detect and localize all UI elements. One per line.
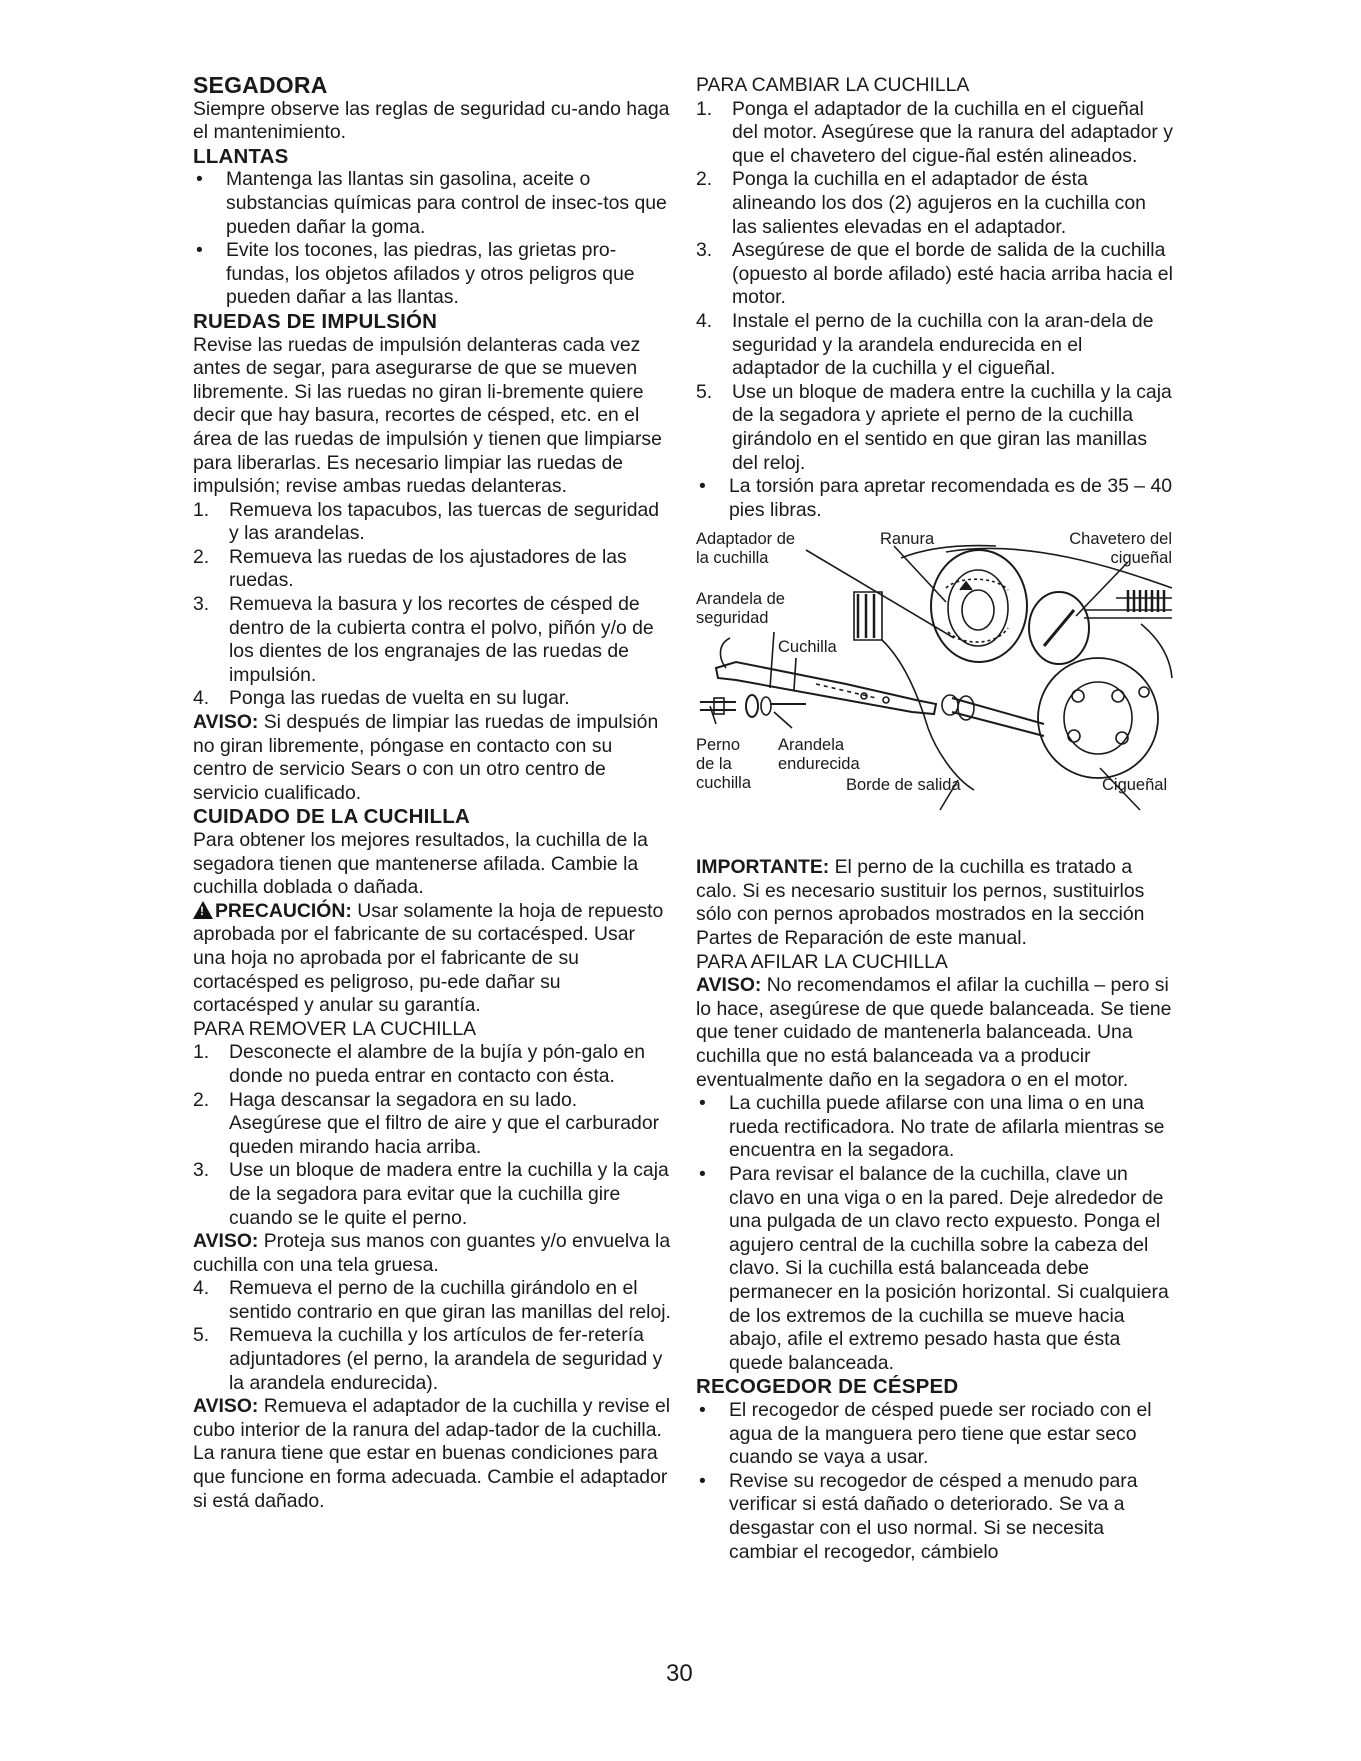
heading-drive-wheels: RUEDAS DE IMPULSIÓN [193,309,438,333]
remove-blade-notice-1: AVISO: Proteja sus manos con guantes y/o envuelva la cuchilla con una tela gruesa. [193,1230,671,1276]
list-item: 1. Desconecte el alambre de la bujía y pón-galo en donde no pueda entrar en contacto con ésta. [193,1041,646,1087]
label-hardened-washer: Arandela endurecida [778,736,860,774]
blade-assembly-figure [696,528,1174,844]
remove-blade-steps-a [193,1041,671,1230]
leader-slot [894,546,946,602]
blade-assembly-drawing [696,528,1174,844]
blade-care-text: Para obtener los mejores resultados, la cuchilla de la segadora tienen que mantenerse afilada. Cambie la cuchilla doblada o dañada. [193,829,648,899]
label-blade: Cuchilla [778,638,837,657]
list-item: 3. Remueva la basura y los recortes de césped de dentro de la cubierta contra el polvo, piñón y/o de los dientes de los engranajes de las ruedas de impulsión. [193,593,654,686]
list-item: • Evite los tocones, las piedras, las grietas pro-fundas, los objetos afilados y otros peligros que pueden dañar a las llantas. [196,239,635,309]
leader-lock-washer [770,632,774,688]
list-item: • La torsión para apretar recomendada es de 35 – 40 pies libras. [699,475,1173,521]
label-blade-bolt: Perno de la cuchilla [696,736,752,793]
blade-shape [716,662,936,714]
list-item: • La cuchilla puede afilarse con una lima o en una rueda rectificadora. No trate de afilarla mientras se encuentra en la segadora. [699,1092,1165,1162]
leader-keyway [1076,562,1128,616]
bullet-icon: • [699,1163,706,1185]
heading-change-blade: PARA CAMBIAR LA CUCHILLA [696,74,970,96]
list-item: 1. Remueva los tapacubos, las tuercas de seguridad y las arandelas. [193,498,660,545]
drive-wheels-steps [193,499,671,711]
change-blade-steps [696,98,1174,476]
list-item: 1. Ponga el adaptador de la cuchilla en el cigueñal del motor. Asegúrese que la ranura del adaptador y que el chavetero del cigue-ñal estén alineados. [696,97,1173,167]
bullet-icon: • [196,168,203,191]
label-blade-adapter: Adaptador de la cuchilla [696,530,796,568]
crankshaft-wheel [1038,658,1158,778]
intro-text: Siempre observe las reglas de seguridad cu-ando haga el mantenimiento. [193,97,670,144]
drive-wheels-notice: AVISO: Si después de limpiar las ruedas de impulsión no giran libremente, póngase en contacto con su centro de servicio Sears o con un otro centro de servicio cualificado. [193,711,659,804]
label-trailing-edge: Borde de salida [846,776,961,795]
caution-paragraph: !PRECAUCIÓN: Usar solamente la hoja de repuesto aprobada por el fabricante de su cortacésped. Usar una hoja no aprobada por el fabricante de su cortacésped es peligroso, pu-ede dañar su cortacésped y anular su garantía. [193,900,671,1018]
list-item: 2. Haga descansar la segadora en su lado. Asegúrese que el filtro de aire y que el carburador queden mirando hacia arriba. [193,1088,660,1158]
list-item: 4. Ponga las ruedas de vuelta en su lugar. [193,687,570,710]
label-crankshaft: Cigueñal [1102,776,1168,795]
list-item: 3. Use un bloque de madera entre la cuchilla y la caja de la segadora para evitar que la cuchilla gire cuando se le quite el perno. [193,1159,669,1229]
tires-list [193,168,671,310]
section-title-mower: SEGADORA [193,72,328,98]
leader-hardened-washer [774,712,792,728]
list-item: 3. Asegúrese de que el borde de salida de la cuchilla (opuesto al borde afilado) esté hacia arriba hacia el motor. [696,239,1173,309]
remove-blade-steps-b [193,1277,671,1395]
list-item: 5. Use un bloque de madera entre la cuchilla y la caja de la segadora y apriete el perno de la cuchilla girándolo en el sentido en que giran las manillas del reloj. [696,380,1172,474]
heading-grass-catcher: RECOGEDOR DE CÉSPED [696,1375,959,1399]
list-item: 2. Remueva las ruedas de los ajustadores de las ruedas. [193,545,627,592]
right-column [696,74,1174,1564]
list-item: 5. Remueva la cuchilla y los artículos de fer-retería adjuntadores (el perno, la arandela de seguridad y la arandela endurecida). [193,1324,663,1394]
bullet-icon: • [699,1398,706,1421]
sharpen-notice: AVISO: No recomendamos el afilar la cuchilla – pero si lo hace, asegúrese de que quede balanceada. Se tiene que tener cuidado de mantenerla balanceada. Una cuchilla que no está balanceada va a producir eventualmente daño en la segadora o en el motor. [696,974,1172,1091]
bullet-icon: • [699,475,706,498]
torque-list [696,475,1174,522]
list-item: 2. Ponga la cuchilla en el adaptador de ésta alineando los dos (2) agujeros en la cuchilla con las salientes elevadas en el adaptador. [696,168,1146,238]
remove-blade-notice-2: AVISO: Remueva el adaptador de la cuchilla y revise el cubo interior de la ranura del adap-tador de la cuchilla. La ranura tiene que estar en buenas condiciones para que funcione en forma adecuada. Cambie el adaptador si está dañado. [193,1395,671,1512]
list-item: • Para revisar el balance de la cuchilla, clave un clavo en una viga o en la pared. Deje alrededor de una pulgada de un clavo recto expuesto. Ponga el agujero central de la cuchilla sobre la cabeza del clavo. Si la cuchilla está balanceada debe permanecer en la posición horizontal. Si cualquiera de los extremos de la cuchilla se mueve hacia abajo, afile el extremo pesado hasta que ésta quede balanceada. [699,1163,1169,1374]
important-paragraph: IMPORTANTE: El perno de la cuchilla es tratado a calo. Si es necesario sustituir los pernos, sustituirlos sólo con pernos aprobados mostrados en la sección Partes de Reparación de este manual. [696,856,1145,950]
list-item: • El recogedor de césped puede ser rociado con el agua de la manguera pero tiene que estar seco cuando se vaya a usar. [699,1398,1152,1469]
left-column [193,74,671,1513]
label-slot: Ranura [880,530,935,549]
heading-tires: LLANTAS [193,144,289,168]
bullet-icon: • [196,239,203,262]
label-crankshaft-keyway: Chavetero del cigueñal [1069,530,1172,568]
heading-blade-care: CUIDADO DE LA CUCHILLA [193,805,470,829]
sharpen-list [696,1092,1174,1375]
page-number: 30 [666,1660,693,1687]
list-item: • Mantenga las llantas sin gasolina, aceite o substancias químicas para control de insec-tos que pueden dañar la goma. [196,168,667,238]
list-item: 4. Instale el perno de la cuchilla con la aran-dela de seguridad y la arandela endurecida en el adaptador de la cuchilla y el cigueñal. [696,309,1154,380]
leader-blade [794,658,796,690]
warning-triangle-icon [193,901,213,919]
catcher-list [696,1399,1174,1564]
leader-bolt [710,706,716,724]
list-item: 4. Remueva el perno de la cuchilla girándolo en el sentido contrario en que giran las manillas del reloj. [193,1277,671,1323]
list-item: • Revise su recogedor de césped a menudo para verificar si está dañado o deteriorado. Se va a desgastar con el uso normal. Si se necesita cambiar el recogedor, cámbielo [699,1469,1138,1563]
drive-wheels-text: Revise las ruedas de impulsión delanteras cada vez antes de segar, para asegurarse de que se mueven libremente. Si las ruedas no giran li-bremente quiere decir que hay basura, recortes de césped, etc. en el área de las ruedas de impulsión y tienen que limpiarse para liberarlas. Es necesario limpiar las ruedas de impulsión; revise ambas ruedas delanteras. [193,333,662,498]
heading-remove-blade: PARA REMOVER LA CUCHILLA [193,1017,477,1040]
bullet-icon: • [699,1469,706,1492]
bullet-icon: • [699,1092,706,1115]
label-lock-washer: Arandela de seguridad [696,590,785,628]
heading-sharpen-blade: PARA AFILAR LA CUCHILLA [696,950,948,973]
